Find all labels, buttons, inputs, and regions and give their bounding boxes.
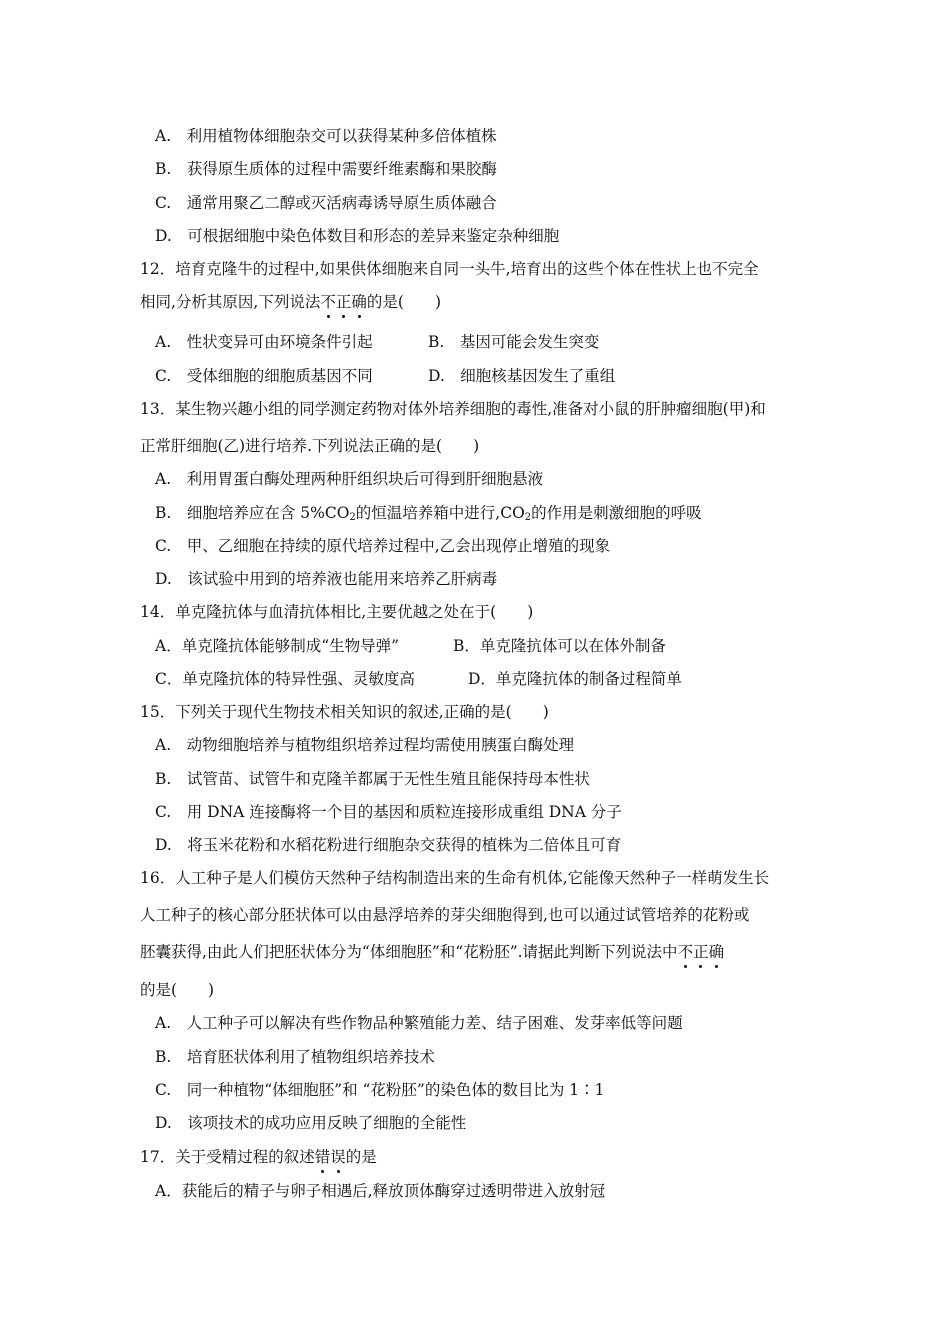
- q16-stem-line4: 的是( ): [140, 981, 215, 999]
- q15-stem: 15．下列关于现代生物技术相关知识的叙述,正确的是( ): [140, 703, 549, 721]
- q13-option-d: D. 该试验中用到的培养液也能用来培养乙肝病毒: [155, 570, 498, 588]
- q11-option-a: A. 利用植物体细胞杂交可以获得某种多倍体植株: [155, 127, 497, 145]
- q13-option-b: B. 细胞培养应在含 $5\%CO_2$的恒温培养箱中进行$,CO_2$的作用是刺激细胞的呼吸: [155, 504, 702, 523]
- q16-stem-line1: 16．人工种子是人们模仿天然种子结构制造出来的生命有机体,它能像天然种子一样萌发生长: [140, 869, 770, 887]
- q11-option-b: B. 获得原生质体的过程中需要纤维素酶和果胶酶: [155, 160, 497, 178]
- q12-stem-line1: 12．培育克隆牛的过程中,如果供体细胞来自同一头牛,培育出的这些个体在性状上也不完全: [140, 260, 759, 278]
- q15-option-c: C. 用 DNA 连接酶将一个目的基因和质粒连接形成重组 DNA 分子: [155, 803, 622, 821]
- q17-option-a: A．获能后的精子与卵子相遇后,释放顶体酶穿过透明带进入放射冠: [155, 1182, 606, 1200]
- q15-option-d: D. 将玉米花粉和水稻花粉进行细胞杂交获得的植株为二倍体且可育: [155, 836, 622, 854]
- q14-stem: 14．单克隆抗体与血清抗体相比,主要优越之处在于( ): [140, 603, 534, 621]
- q13-option-c: C. 甲、乙细胞在持续的原代培养过程中,乙会出现停止增殖的现象: [155, 537, 611, 555]
- q14-option-d: D．单克隆抗体的制备过程简单: [468, 670, 682, 688]
- q16-option-b: B. 培育胚状体利用了植物组织培养技术: [155, 1048, 435, 1066]
- emphasis-mark: 确: [351, 293, 367, 311]
- emphasis-mark: 不: [677, 943, 694, 961]
- q12-stem-line2: 相同,分析其原因,下列说法不正确的是( ): [140, 293, 442, 311]
- q13-stem-line1: 13．某生物兴趣小组的同学测定药物对体外培养细胞的毒性,准备对小鼠的肝肿瘤细胞(甲)和: [140, 400, 766, 418]
- q12-option-c: C. 受体细胞的细胞质基因不同: [155, 367, 373, 385]
- q11-option-c: C. 通常用聚乙二醇或灭活病毒诱导原生质体融合: [155, 194, 497, 212]
- emphasis-mark: 不: [320, 293, 336, 311]
- q13-option-a: A. 利用胃蛋白酶处理两种肝组织块后可得到肝细胞悬液: [155, 470, 544, 488]
- q12-option-d: D. 细胞核基因发生了重组: [428, 367, 616, 385]
- emphasis-mark: 错: [314, 1148, 331, 1166]
- q14-option-c: C．单克隆抗体的特异性强、灵敏度高: [155, 670, 415, 688]
- q15-option-b: B. 试管苗、试管牛和克隆羊都属于无性生殖且能保持母本性状: [155, 770, 590, 788]
- q16-option-a: A. 人工种子可以解决有些作物品种繁殖能力差、结子困难、发芽率低等问题: [155, 1014, 683, 1032]
- q16-option-d: D. 该项技术的成功应用反映了细胞的全能性: [155, 1114, 467, 1132]
- q14-option-b: B．单克隆抗体可以在体外制备: [453, 637, 666, 655]
- emphasis-mark: 正: [335, 293, 352, 311]
- emphasis-mark: 正: [693, 943, 709, 961]
- q17-stem: 17．关于受精过程的叙述错误的是: [140, 1148, 377, 1166]
- q12-option-a: A. 性状变异可由环境条件引起: [155, 333, 373, 351]
- q16-stem-line3: 胚囊获得,由此人们把胚状体分为“体细胞胚”和“花粉胚”.请据此判断下列说法中不正确: [140, 943, 725, 961]
- q15-option-a: A. 动物细胞培养与植物组织培养过程均需使用胰蛋白酶处理: [155, 736, 575, 754]
- emphasis-mark: 确: [708, 943, 725, 961]
- q12-option-b: B. 基因可能会发生突变: [428, 333, 600, 351]
- q14-option-a: A．单克隆抗体能够制成“生物导弹”: [155, 637, 400, 655]
- emphasis-mark: 误: [330, 1148, 346, 1166]
- q16-stem-line2: 人工种子的核心部分胚状体可以由悬浮培养的芽尖细胞得到,也可以通过试管培养的花粉或: [140, 906, 750, 924]
- q16-option-c: C. 同一种植物“体细胞胚”和 “花粉胚”的染色体的数目比为 1∶1: [155, 1081, 605, 1099]
- q13-stem-line2: 正常肝细胞(乙)进行培养.下列说法正确的是( ): [140, 437, 480, 455]
- q11-option-d: D. 可根据细胞中染色体数目和形态的差异来鉴定杂种细胞: [155, 227, 560, 245]
